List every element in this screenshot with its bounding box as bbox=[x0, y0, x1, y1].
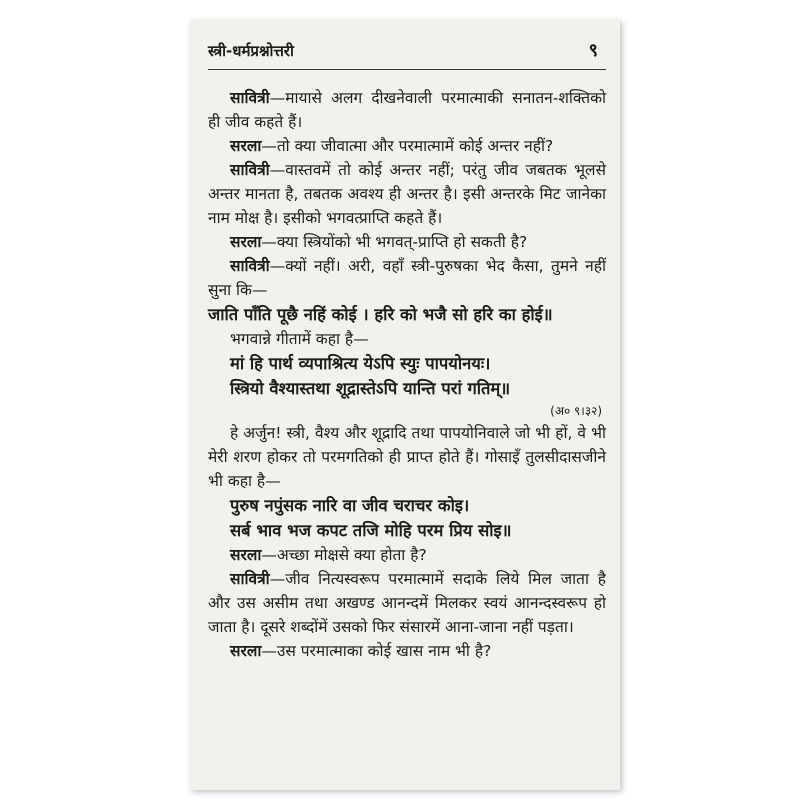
dialogue-text: —मायासे अलग दीखनेवाली परमात्माकी सनातन-शक्तिको ही जीव कहते हैं। bbox=[208, 89, 606, 131]
running-header bbox=[208, 38, 606, 70]
dialogue-text: —वास्तवमें तो कोई अन्तर नहीं; परंतु जीव जबतक भूलसे अन्तर मानता है, तबतक अवश्य ही अन्तर है। इसी अन्तरके मिट जानेका नाम मोक्ष है। इसीको भगवत्प्राप्ति कहते हैं। bbox=[208, 161, 606, 227]
speaker-name: सावित्री bbox=[230, 89, 270, 107]
speaker-name: सरला bbox=[230, 642, 262, 660]
dialogue-paragraph bbox=[208, 543, 606, 567]
dialogue-paragraph bbox=[208, 158, 606, 230]
dialogue-paragraph bbox=[208, 639, 606, 663]
translation-paragraph: हे अर्जुन! स्त्री, वैश्य और शूद्रादि तथा पापयोनिवाले जो भी हों, वे भी मेरी शरण होकर तो परमगतिको ही प्राप्त होते हैं। गोसाइँ तुलसीदासजीने भी कहा है— bbox=[208, 424, 606, 490]
dialogue-paragraph bbox=[208, 134, 606, 158]
gita-verse-line: स्त्रियो वैश्यास्तथा शूद्रास्तेऽपि यान्ति परां गतिम्॥ bbox=[230, 379, 511, 398]
speaker-name: सावित्री bbox=[230, 257, 270, 275]
dialogue-text: —तो क्या जीवात्मा और परमात्मामें कोई अन्तर नहीं? bbox=[261, 137, 554, 155]
tulsi-verse-line: सर्ब भाव भज कपट तजि मोहि परम प्रिय सोइ॥ bbox=[230, 521, 512, 540]
page-content bbox=[208, 38, 606, 663]
dialogue-text: —उस परमात्माका कोई खास नाम भी है? bbox=[261, 642, 492, 660]
kabir-verse: जाति पाँति पूछै नहिं कोई । हरि को भजै सो हरि का होई॥ bbox=[208, 305, 553, 324]
dialogue-text: —क्यों नहीं। अरी, वहाँ स्त्री-पुरुषका भेद कैसा, तुमने नहीं सुना कि— bbox=[208, 257, 606, 299]
dialogue-text: —अच्छा मोक्षसे क्या होता है? bbox=[261, 546, 427, 564]
dialogue-paragraph bbox=[208, 254, 606, 302]
dialogue-paragraph bbox=[208, 567, 606, 639]
dialogue-text: —क्या स्त्रियोंको भी भगवत्-प्राप्ति हो सकती है? bbox=[261, 233, 528, 251]
running-title: स्त्री-धर्मप्रश्नोत्तरी bbox=[208, 42, 294, 60]
page-number: ९ bbox=[588, 40, 598, 61]
gita-reference: (अ० ९।३२) bbox=[550, 404, 602, 418]
speaker-name: सावित्री bbox=[230, 161, 270, 179]
speaker-name: सरला bbox=[230, 137, 262, 155]
dialogue-paragraph bbox=[208, 230, 606, 254]
gita-verse-line: मां हि पार्थ व्यपाश्रित्य येऽपि स्युः पापयोनयः। bbox=[230, 354, 491, 373]
gita-intro: भगवान्ने गीतामें कहा है— bbox=[230, 330, 369, 348]
speaker-name: सरला bbox=[230, 546, 262, 564]
dialogue-text: —जीव नित्यस्वरूप परमात्मामें सदाके लिये मिल जाता है और उस असीम तथा अखण्ड आनन्दमें मिलकर स्वयं आनन्दस्वरूप हो जाता है। दूसरे शब्दोंमें उसको फिर संसारमें आना-जाना नहीं पड़ता। bbox=[208, 570, 606, 636]
speaker-name: सावित्री bbox=[230, 570, 270, 588]
dialogue-paragraph bbox=[208, 86, 606, 134]
tulsi-verse-line: पुरुष नपुंसक नारि वा जीव चराचर कोइ। bbox=[230, 496, 470, 515]
speaker-name: सरला bbox=[230, 233, 262, 251]
book-page bbox=[190, 20, 620, 790]
